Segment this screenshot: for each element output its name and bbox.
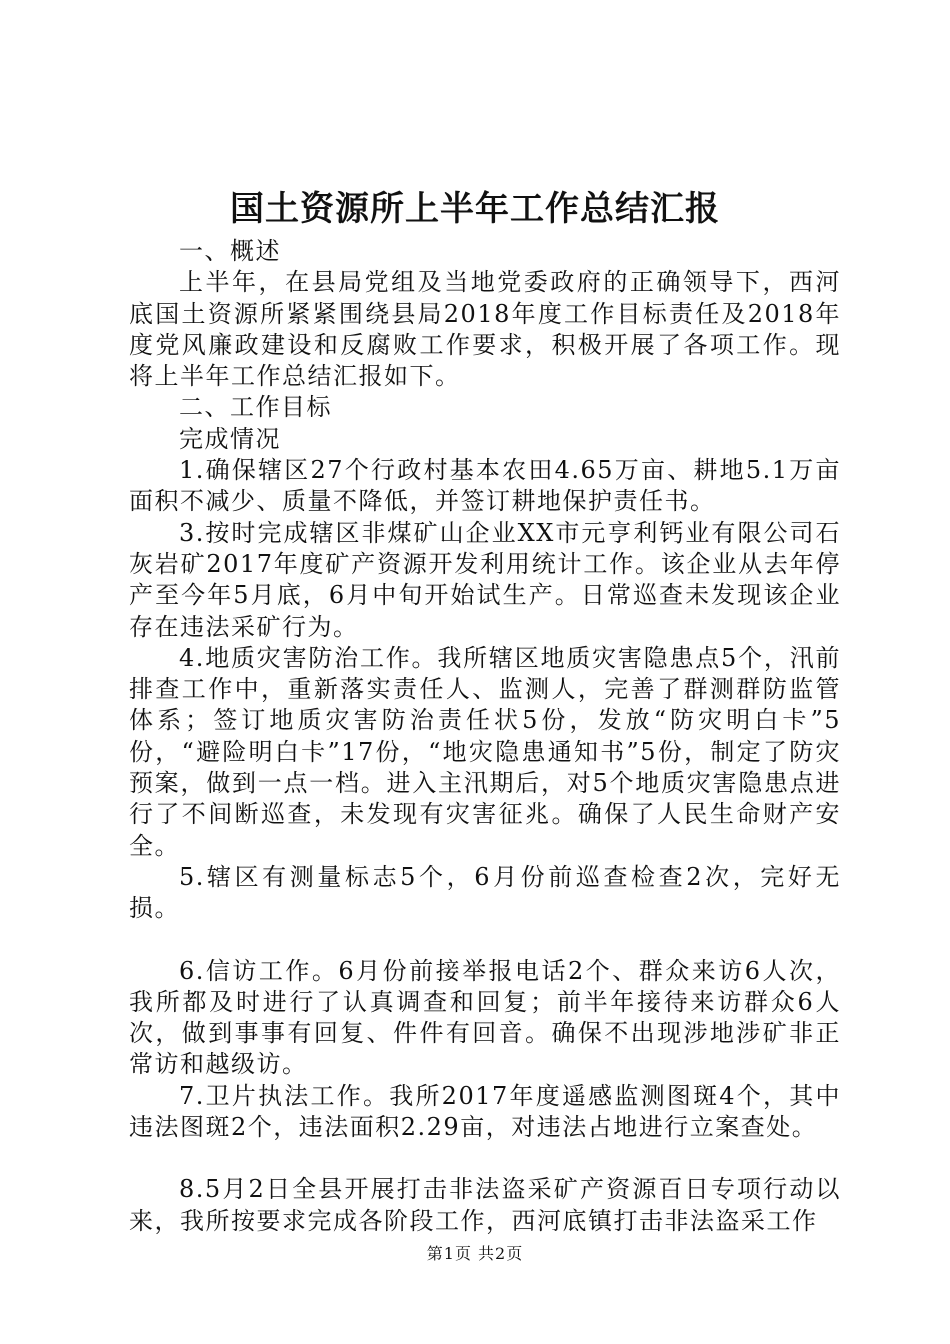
paragraph-item-3: 3.按时完成辖区非煤矿山企业XX市元亨利钙业有限公司石灰岩矿2017年度矿产资源开发利用统计工作。该企业从去年停产至今年5月底，6月中旬开始试生产。日常巡查未发现该企业存在违法采矿行为。 (129, 518, 841, 641)
subheading-completion: 完成情况 (179, 424, 281, 453)
paragraph-item-7: 7.卫片执法工作。我所2017年度遥感监测图斑4个，其中违法图斑2个，违法面积2.29亩，对违法占地进行立案查处。 (129, 1081, 841, 1142)
document-title: 国土资源所上半年工作总结汇报 (230, 189, 720, 229)
paragraph-overview: 上半年，在县局党组及当地党委政府的正确领导下，西河底国土资源所紧紧围绕县局2018年度工作目标责任及2018年度党风廉政建设和反腐败工作要求，积极开展了各项工作。现将上半年工作总结汇报如下。 (129, 268, 841, 391)
page-footer: 第1页 共2页 (426, 1244, 524, 1263)
paragraph-item-8: 8.5月2日全县开展打击非法盗采矿产资源百日专项行动以来，我所按要求完成各阶段工作，西河底镇打击非法盗采工作 (129, 1175, 841, 1235)
paragraph-item-1: 1.确保辖区27个行政村基本农田4.65万亩、耕地5.1万亩面积不减少、质量不降低，并签订耕地保护责任书。 (129, 456, 841, 516)
paragraph-item-6: 6.信访工作。6月份前接举报电话2个、群众来访6人次，我所都及时进行了认真调查和回复；前半年接待来访群众6人次，做到事事有回复、件件有回音。确保不出现涉地涉矿非正常访和越级访。 (129, 956, 841, 1079)
section-heading-goals: 二、工作目标 (179, 393, 332, 422)
paragraph-item-5: 5.辖区有测量标志5个，6月份前巡查检查2次，完好无损。 (129, 862, 841, 923)
paragraph-item-4: 4.地质灾害防治工作。我所辖区地质灾害隐患点5个，汛前排查工作中，重新落实责任人、监测人，完善了群测群防监管体系；签订地质灾害防治责任状5份，发放“防灾明白卡”5份，“避险明白卡”17份，“地灾隐患通知书”5份，制定了防灾预案，做到一点一档。进入主汛期后，对5个地质灾害隐患点进行了不间断巡查，未发现有灾害征兆。确保了人民生命财产安全。 (129, 643, 841, 860)
section-heading-overview: 一、概述 (179, 237, 281, 265)
document-body (129, 236, 841, 1237)
